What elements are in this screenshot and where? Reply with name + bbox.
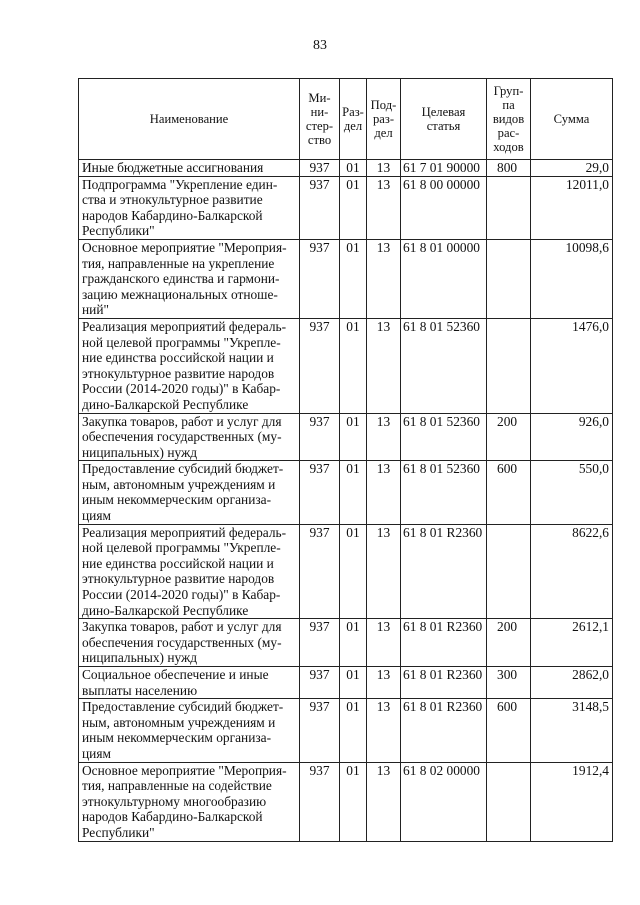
- header-subsection: Под- раз- дел: [367, 79, 401, 160]
- cell-subsection: 13: [367, 461, 401, 524]
- table-row: [79, 699, 613, 762]
- cell-subsection: 13: [367, 176, 401, 239]
- table-row: [79, 318, 613, 413]
- budget-table: [78, 78, 613, 842]
- cell-ministry: 937: [300, 524, 340, 619]
- cell-name: Закупка товаров, работ и услуг для обеспечения государственных (му-ниципальных) нужд: [79, 619, 300, 667]
- cell-section: 01: [340, 667, 367, 699]
- cell-ministry: 937: [300, 667, 340, 699]
- cell-target: 61 8 01 R2360: [401, 667, 487, 699]
- cell-name: Предоставление субсидий бюджет-ным, автономным учреждениям и иным некоммерческим организа-циям: [79, 461, 300, 524]
- cell-name: Основное мероприятие "Мероприя-тия, направленные на укрепление гражданского единства и гармони-зацию межнациональных отноше-ний": [79, 239, 300, 318]
- cell-section: 01: [340, 160, 367, 177]
- cell-subsection: 13: [367, 239, 401, 318]
- cell-group: [487, 762, 531, 841]
- table-row: [79, 461, 613, 524]
- cell-sum: 10098,6: [531, 239, 613, 318]
- table-row: [79, 239, 613, 318]
- header-sum: Сумма: [531, 79, 613, 160]
- cell-ministry: 937: [300, 318, 340, 413]
- cell-ministry: 937: [300, 176, 340, 239]
- cell-subsection: 13: [367, 160, 401, 177]
- cell-section: 01: [340, 176, 367, 239]
- cell-target: 61 8 01 R2360: [401, 619, 487, 667]
- cell-subsection: 13: [367, 524, 401, 619]
- cell-target: 61 8 01 52360: [401, 413, 487, 461]
- cell-section: 01: [340, 413, 367, 461]
- table-row: [79, 176, 613, 239]
- cell-subsection: 13: [367, 667, 401, 699]
- cell-group: 600: [487, 461, 531, 524]
- cell-group: [487, 318, 531, 413]
- cell-ministry: 937: [300, 160, 340, 177]
- header-section: Раз- дел: [340, 79, 367, 160]
- cell-target: 61 8 01 R2360: [401, 699, 487, 762]
- cell-sum: 3148,5: [531, 699, 613, 762]
- cell-name: Подпрограмма "Укрепление един-ства и этнокультурное развитие народов Кабардино-Балкарской Республики": [79, 176, 300, 239]
- cell-target: 61 8 01 00000: [401, 239, 487, 318]
- cell-target: 61 8 01 R2360: [401, 524, 487, 619]
- cell-ministry: 937: [300, 461, 340, 524]
- cell-subsection: 13: [367, 413, 401, 461]
- cell-ministry: 937: [300, 699, 340, 762]
- table-row: [79, 524, 613, 619]
- cell-section: 01: [340, 524, 367, 619]
- cell-section: 01: [340, 762, 367, 841]
- cell-name: Закупка товаров, работ и услуг для обеспечения государственных (му-ниципальных) нужд: [79, 413, 300, 461]
- cell-ministry: 937: [300, 762, 340, 841]
- cell-subsection: 13: [367, 619, 401, 667]
- cell-section: 01: [340, 619, 367, 667]
- cell-sum: 8622,6: [531, 524, 613, 619]
- cell-name: Реализация мероприятий федераль-ной целевой программы "Укрепле-ние единства российской нации и этнокультурное развитие народов России (2014-2020 годы)" в Кабар-дино-Балкарской Республике: [79, 318, 300, 413]
- cell-subsection: 13: [367, 699, 401, 762]
- page-number: 83: [313, 38, 327, 53]
- cell-ministry: 937: [300, 619, 340, 667]
- cell-target: 61 8 02 00000: [401, 762, 487, 841]
- cell-section: 01: [340, 461, 367, 524]
- cell-sum: 12011,0: [531, 176, 613, 239]
- cell-name: Основное мероприятие "Мероприя-тия, направленные на содействие этнокультурному многообразию народов Кабардино-Балкарской Республики": [79, 762, 300, 841]
- cell-group: [487, 239, 531, 318]
- cell-group: 800: [487, 160, 531, 177]
- cell-sum: 2862,0: [531, 667, 613, 699]
- cell-target: 61 8 01 52360: [401, 318, 487, 413]
- table-header-row: [79, 79, 613, 160]
- cell-sum: 29,0: [531, 160, 613, 177]
- cell-name: Реализация мероприятий федераль-ной целевой программы "Укрепле-ние единства российской нации и этнокультурное развитие народов России (2014-2020 годы)" в Кабар-дино-Балкарской Республике: [79, 524, 300, 619]
- cell-target: 61 8 01 52360: [401, 461, 487, 524]
- cell-sum: 2612,1: [531, 619, 613, 667]
- cell-name: Предоставление субсидий бюджет-ным, автономным учреждениям и иным некоммерческим организа-циям: [79, 699, 300, 762]
- cell-sum: 926,0: [531, 413, 613, 461]
- header-target: Целевая статья: [401, 79, 487, 160]
- cell-group: 600: [487, 699, 531, 762]
- table-row: [79, 667, 613, 699]
- cell-ministry: 937: [300, 239, 340, 318]
- cell-ministry: 937: [300, 413, 340, 461]
- cell-section: 01: [340, 318, 367, 413]
- cell-name: Социальное обеспечение и иные выплаты населению: [79, 667, 300, 699]
- header-name: Наименование: [79, 79, 300, 160]
- cell-group: 300: [487, 667, 531, 699]
- cell-group: 200: [487, 413, 531, 461]
- table-row: [79, 413, 613, 461]
- header-group: Груп- па видов рас- ходов: [487, 79, 531, 160]
- cell-subsection: 13: [367, 762, 401, 841]
- cell-group: [487, 524, 531, 619]
- cell-group: 200: [487, 619, 531, 667]
- cell-subsection: 13: [367, 318, 401, 413]
- cell-section: 01: [340, 239, 367, 318]
- table-row: [79, 160, 613, 177]
- table-row: [79, 762, 613, 841]
- cell-section: 01: [340, 699, 367, 762]
- table-row: [79, 619, 613, 667]
- cell-group: [487, 176, 531, 239]
- cell-sum: 1476,0: [531, 318, 613, 413]
- cell-name: Иные бюджетные ассигнования: [79, 160, 300, 177]
- cell-target: 61 7 01 90000: [401, 160, 487, 177]
- cell-target: 61 8 00 00000: [401, 176, 487, 239]
- header-ministry: Ми- ни- стер- ство: [300, 79, 340, 160]
- cell-sum: 550,0: [531, 461, 613, 524]
- cell-sum: 1912,4: [531, 762, 613, 841]
